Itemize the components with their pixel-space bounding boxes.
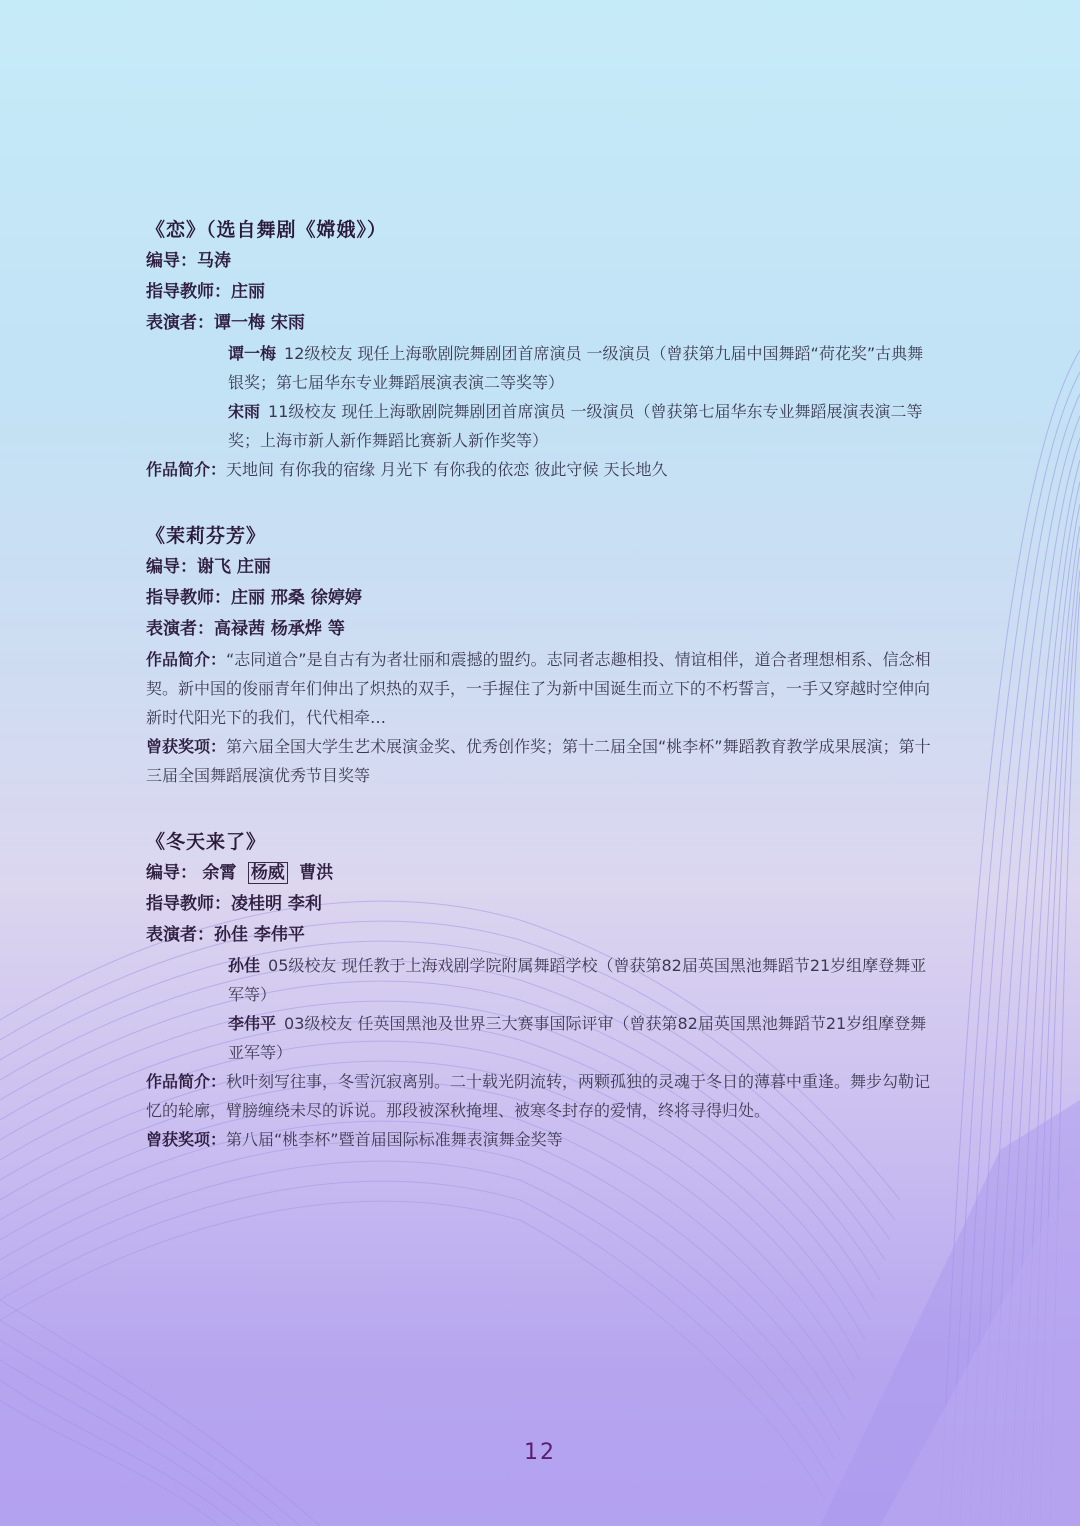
choreographer-value: 谢飞 庄丽 xyxy=(197,557,271,577)
teacher-value: 凌桂明 李利 xyxy=(231,894,322,914)
work-title: 《冬天来了》 xyxy=(146,831,267,853)
performers-label: 表演者： xyxy=(146,619,214,639)
teacher-label: 指导教师： xyxy=(146,282,231,302)
bio-text: 03级校友 任英国黑池及世界三大赛事国际评审（曾获第82届英国黑池舞蹈节21岁组摩登舞亚军等） xyxy=(228,1014,927,1062)
performers-value: 谭一梅 宋雨 xyxy=(214,313,305,333)
performers-label: 表演者： xyxy=(146,925,214,945)
choreographer-label: 编导： xyxy=(146,251,197,271)
performers-value: 高禄茜 杨承烨 等 xyxy=(214,619,345,639)
choreographer-value: 余霄 xyxy=(202,863,237,883)
performers-row xyxy=(146,920,936,951)
intro-text: 天地间 有你我的宿缘 月光下 有你我的依恋 彼此守候 天长地久 xyxy=(226,460,668,479)
choreographer-row xyxy=(146,552,936,583)
awards-text: 第六届全国大学生艺术展演金奖、优秀创作奖；第十二届全国“桃李杯”舞蹈教育教学成果展演；第十三届全国舞蹈展演优秀节目奖等 xyxy=(146,737,931,785)
work-section-moli xyxy=(146,520,936,790)
choreographer-row xyxy=(146,858,936,889)
choreographer-row xyxy=(146,246,936,277)
choreographer-value: 马涛 xyxy=(197,251,231,271)
teacher-value: 庄丽 邢桑 徐婷婷 xyxy=(231,588,362,608)
intro-paragraph xyxy=(146,1067,936,1125)
intro-label: 作品简介： xyxy=(146,460,227,479)
performers-value: 孙佳 李伟平 xyxy=(214,925,305,945)
work-title: 《恋》（选自舞剧《嫦娥》） xyxy=(146,219,388,241)
performers-label: 表演者： xyxy=(146,313,214,333)
teacher-label: 指导教师： xyxy=(146,894,231,914)
performer-bio xyxy=(146,339,936,397)
choreographer-label: 编导： xyxy=(146,863,197,883)
choreographer-label: 编导： xyxy=(146,557,197,577)
intro-paragraph xyxy=(146,455,936,484)
awards-paragraph xyxy=(146,732,936,790)
choreographer-value-boxed: 杨威 xyxy=(248,862,288,884)
intro-text: “志同道合”是自古有为者壮丽和震撼的盟约。志同者志趣相投、情谊相伴，道合者理想相系、信念相契。新中国的俊丽青年们伸出了炽热的双手，一手握住了为新中国诞生而立下的不朽誓言，一手又穿越时空伸向新时代阳光下的我们，代代相牵… xyxy=(146,650,931,727)
page-number: 12 xyxy=(524,1440,556,1465)
work-section-lian xyxy=(146,214,936,484)
bio-text: 11级校友 现任上海歌剧院舞剧团首席演员 一级演员（曾获第七届华东专业舞蹈展演表演二等奖；上海市新人新作舞蹈比赛新人新作奖等） xyxy=(228,402,923,450)
work-title: 《茉莉芬芳》 xyxy=(146,525,267,547)
teacher-row xyxy=(146,277,936,308)
teacher-label: 指导教师： xyxy=(146,588,231,608)
performers-row xyxy=(146,614,936,645)
bio-name: 李伟平 xyxy=(228,1014,277,1033)
intro-label: 作品简介： xyxy=(146,1072,227,1091)
intro-label: 作品简介： xyxy=(146,650,227,669)
teacher-row xyxy=(146,583,936,614)
performer-bio xyxy=(146,951,936,1009)
awards-label: 曾获奖项： xyxy=(146,737,227,756)
bio-name: 谭一梅 xyxy=(228,344,277,363)
intro-paragraph xyxy=(146,645,936,732)
bio-name: 宋雨 xyxy=(228,402,261,421)
teacher-value: 庄丽 xyxy=(231,282,265,302)
bio-text: 12级校友 现任上海歌剧院舞剧团首席演员 一级演员（曾获第九届中国舞蹈“荷花奖”古典舞银奖；第七届华东专业舞蹈展演表演二等奖等） xyxy=(228,344,924,392)
performer-bio xyxy=(146,1009,936,1067)
work-section-dongtian xyxy=(146,826,936,1154)
awards-text: 第八届“桃李杯”暨首届国际标准舞表演舞金奖等 xyxy=(226,1130,563,1149)
bio-name: 孙佳 xyxy=(228,956,261,975)
choreographer-value: 曹洪 xyxy=(299,863,334,883)
performer-bio xyxy=(146,397,936,455)
bio-text: 05级校友 现任教于上海戏剧学院附属舞蹈学校（曾获第82届英国黑池舞蹈节21岁组摩登舞亚军等） xyxy=(228,956,927,1004)
intro-text: 秋叶刻写往事，冬雪沉寂离别。二十载光阴流转，两颗孤独的灵魂于冬日的薄暮中重逢。舞步勾勒记忆的轮廓，臂膀缠绕未尽的诉说。那段被深秋掩埋、被寒冬封存的爱情，终将寻得归处。 xyxy=(146,1072,931,1120)
teacher-row xyxy=(146,889,936,920)
performers-row xyxy=(146,308,936,339)
page-content xyxy=(146,214,936,1190)
awards-paragraph xyxy=(146,1125,936,1154)
awards-label: 曾获奖项： xyxy=(146,1130,227,1149)
